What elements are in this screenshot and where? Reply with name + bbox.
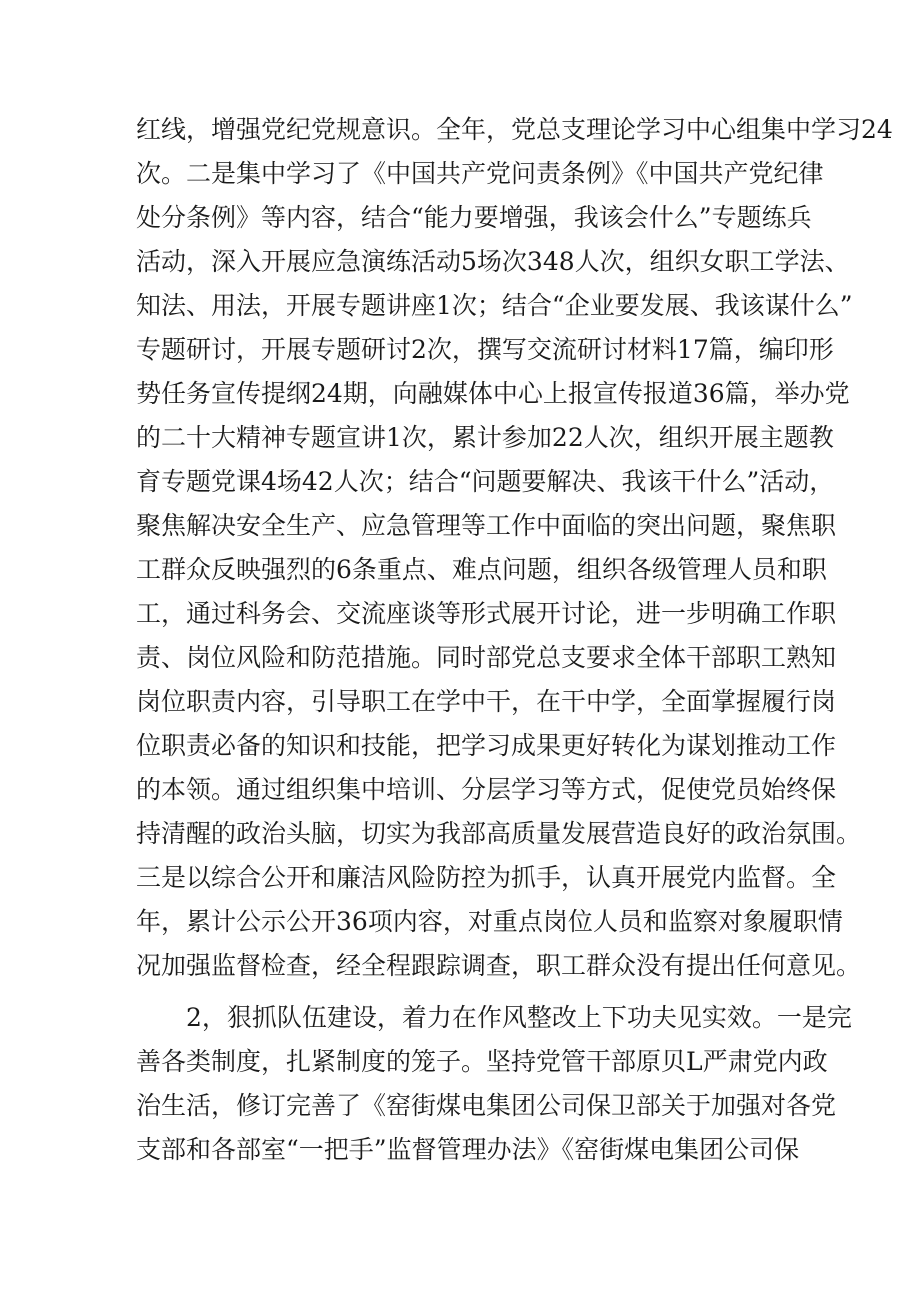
text-line: 聚焦解决安全生产、应急管理等工作中面临的突出问题，聚焦职 [136,511,837,540]
text-line: 的本领。通过组织集中培训、分层学习等方式，促使党员始终保 [136,775,837,804]
text-line: 善各类制度，扎紧制度的笼子。坚持党管干部原贝L严肃党内政 [136,1047,828,1076]
text-line: 年，累计公示公开36项内容，对重点岗位人员和监察对象履职情 [136,907,843,936]
text-line: 2，狠抓队伍建设，着力在作风整改上下功夫见实效。一是完 [186,1003,852,1032]
text-line: 知法、用法，开展专题讲座1次；结合“企业要发展、我该谋什么” [136,291,853,320]
text-line: 专题研讨，开展专题研讨2次，撰写交流研讨材料17篇，编印形 [136,335,834,364]
text-line: 活动，深入开展应急演练活动5场次348人次，组织女职工学法、 [136,247,850,276]
text-line: 责、岗位风险和防范措施。同时部党总支要求全体干部职工熟知 [136,643,837,672]
text-line: 持清醒的政治头脑，切实为我部高质量发展营造良好的政治氛围。 [136,819,862,848]
text-line: 支部和各部室“一把手”监督管理办法》《窑街煤电集团公司保 [136,1135,800,1164]
text-line: 的二十大精神专题宣讲1次，累计参加22人次，组织开展主题教 [136,423,834,452]
text-line: 位职责必备的知识和技能，把学习成果更好转化为谋划推动工作 [136,731,837,760]
text-line: 治生活，修订完善了《窑街煤电集团公司保卫部关于加强对各党 [136,1091,837,1120]
text-line: 工群众反映强烈的6条重点、难点问题，组织各级管理人员和职 [136,555,827,584]
text-line: 岗位职责内容，引导职工在学中干，在干中学，全面掌握履行岗 [136,687,837,716]
text-line: 红线，增强党纪党规意识。全年，党总支理论学习中心组集中学习24 [136,115,893,144]
text-line: 工，通过科务会、交流座谈等形式展开讨论，进一步明确工作职 [136,599,837,628]
text-line: 育专题党课4场42人次；结合“问题要解决、我该干什么”活动， [136,467,835,496]
text-line: 次。二是集中学习了《中国共产党问责条例》《中国共产党纪律 [136,159,824,188]
text-line: 三是以综合公开和廉洁风险防控为抓手，认真开展党内监督。全 [136,863,837,892]
text-line: 处分条例》等内容，结合“能力要增强，我该会什么”专题练兵 [136,203,812,232]
text-line: 况加强监督检查，经全程跟踪调查，职工群众没有提出任何意见。 [136,951,862,980]
text-line: 势任务宣传提纲24期，向融媒体中心上报宣传报道36篇，举办党 [136,379,850,408]
